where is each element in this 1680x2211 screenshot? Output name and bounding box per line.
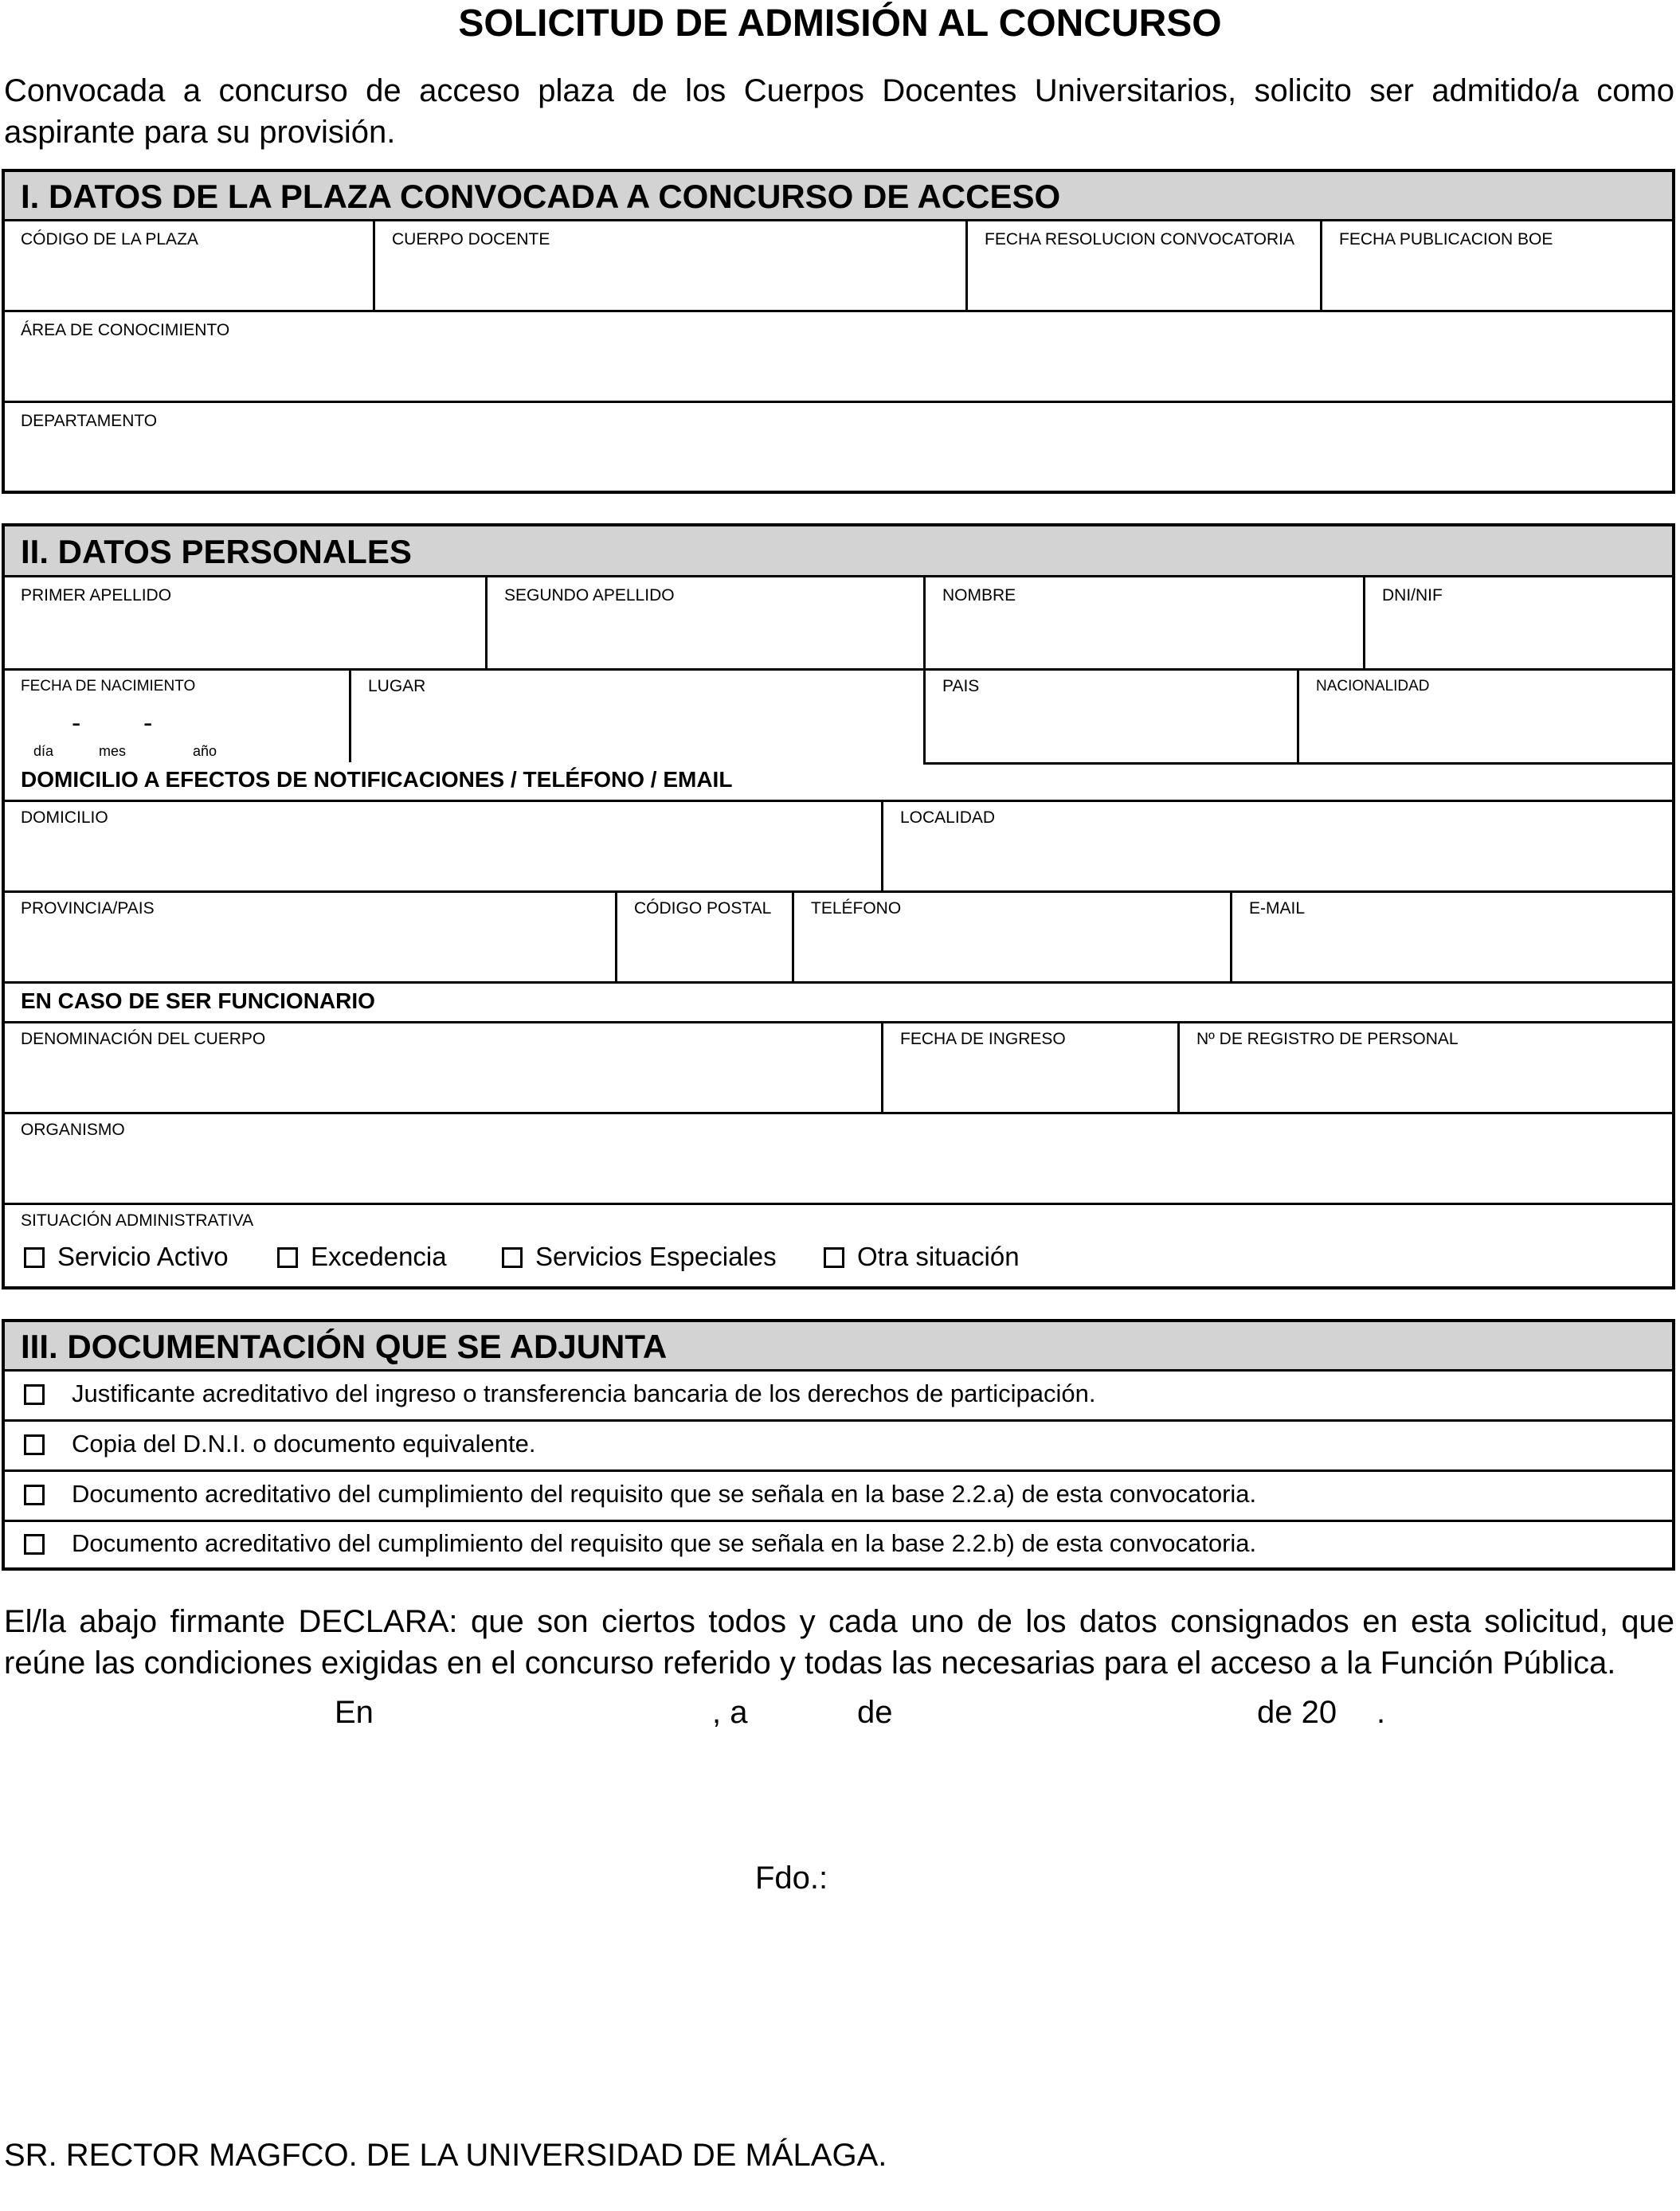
divider [373,221,375,310]
anio-label: año [193,743,217,759]
section-documentacion-heading: III. DOCUMENTACIÓN QUE SE ADJUNTA [5,1322,1672,1372]
dni-label: DNI/NIF [1382,586,1443,605]
fecha-boe-label: FECHA PUBLICACION BOE [1339,230,1553,248]
domicilio-heading: DOMICILIO A EFECTOS DE NOTIFICACIONES / TELÉFONO / EMAIL [21,767,733,792]
section-plaza [2,169,1675,494]
divider [881,1021,883,1112]
departamento-label: DEPARTAMENTO [21,412,158,430]
divider [965,221,968,310]
localidad-label: LOCALIDAD [900,808,996,827]
email-label: E-MAIL [1249,899,1306,918]
denominacion-label: DENOMINACIÓN DEL CUERPO [21,1030,266,1048]
otra-situacion-label: Otra situación [857,1242,1020,1271]
organismo-label: ORGANISMO [21,1121,125,1139]
fecha-nacimiento-label: FECHA DE NACIMIENTO [21,678,196,695]
funcionario-heading: EN CASO DE SER FUNCIONARIO [21,988,375,1013]
doc-requisito-b-checkbox[interactable] [24,1534,45,1555]
doc-dni-label: Copia del D.N.I. o documento equivalente. [72,1430,536,1458]
nacionalidad-label: NACIONALIDAD [1316,678,1430,695]
divider [5,1469,1672,1472]
divider [5,800,1672,802]
divider [881,800,883,890]
date-year-label: de 20 [1257,1695,1337,1730]
section-personal-heading: II. DATOS PERSONALES [5,526,1672,577]
divider [1230,890,1232,981]
excedencia-checkbox[interactable] [277,1247,298,1268]
segundo-apellido-label: SEGUNDO APELLIDO [504,586,675,605]
divider [1177,1021,1180,1112]
codigo-plaza-label: CÓDIGO DE LA PLAZA [21,230,198,248]
doc-justificante-label: Justificante acreditativo del ingreso o transferencia bancaria de los derechos de participación. [72,1379,1096,1407]
addressee: SR. RECTOR MAGFCO. DE LA UNIVERSIDAD DE MÁLAGA. [4,2138,887,2173]
section-documentacion [2,1319,1675,1571]
situacion-label: SITUACIÓN ADMINISTRATIVA [21,1211,254,1230]
servicios-especiales-checkbox[interactable] [502,1247,523,1268]
divider [5,1419,1672,1422]
divider [615,890,617,981]
pais-label: PAIS [942,677,980,695]
doc-requisito-a-checkbox[interactable] [24,1485,45,1505]
telefono-label: TELÉFONO [811,899,902,918]
divider [1297,668,1299,762]
place-en-label: En [335,1695,374,1730]
servicios-especiales-label: Servicios Especiales [535,1242,777,1271]
declaration-text: El/la abajo firmante DECLARA: que son ciertos todos y cada uno de los datos consignados en esta solicitud, que reúne las condiciones exigidas en el concurso referido y todas las necesarias para el acceso a la Función Pública. [4,1604,1674,1681]
dia-label: día [33,743,54,759]
fecha-resolucion-label: FECHA RESOLUCION CONVOCATORIA [985,230,1294,248]
codigo-postal-label: CÓDIGO POSTAL [634,899,772,918]
domicilio-label: DOMICILIO [21,808,108,827]
divider [923,762,1672,765]
intro-text: Convocada a concurso de acceso plaza de los Cuerpos Docentes Universitarios, solicito ser admitido/a como aspirante para su provisión. [4,73,1674,150]
doc-requisito-a-label: Documento acreditativo del cumplimiento del requisito que se señala en la base 2.2.a) de esta convocatoria. [72,1480,1257,1508]
divider [923,577,926,668]
registro-label: Nº DE REGISTRO DE PERSONAL [1196,1030,1459,1048]
doc-justificante-checkbox[interactable] [24,1384,45,1405]
divider [1363,577,1365,668]
nombre-label: NOMBRE [942,586,1016,605]
doc-requisito-b-label: Documento acreditativo del cumplimiento del requisito que se señala en la base 2.2.b) de esta convocatoria. [72,1529,1257,1557]
divider [5,1112,1672,1114]
section-datos-personales [2,523,1675,1289]
servicio-activo-checkbox[interactable] [24,1247,45,1268]
divider [5,1520,1672,1522]
mes-label: mes [99,743,127,759]
divider [5,401,1672,403]
divider [5,668,1672,671]
cuerpo-docente-label: CUERPO DOCENTE [392,230,550,248]
divider [5,890,1672,893]
place-a-label: , a [712,1695,748,1730]
divider [792,890,794,981]
section-plaza-heading: I. DATOS DE LA PLAZA CONVOCADA A CONCURSO DE ACCESO [5,172,1672,221]
doc-dni-checkbox[interactable] [24,1434,45,1455]
form-title: SOLICITUD DE ADMISIÓN AL CONCURSO [458,2,1222,45]
date-dot: . [1377,1695,1386,1730]
date-separator: - [143,708,153,738]
divider [1320,221,1322,310]
date-de-label: de [857,1695,893,1730]
divider [923,668,926,762]
area-conocimiento-label: ÁREA DE CONOCIMIENTO [21,321,230,339]
date-separator: - [72,708,81,738]
fecha-ingreso-label: FECHA DE INGRESO [900,1030,1066,1048]
primer-apellido-label: PRIMER APELLIDO [21,586,172,605]
divider [5,981,1672,984]
provincia-label: PROVINCIA/PAIS [21,899,155,918]
lugar-label: LUGAR [368,677,426,695]
servicio-activo-label: Servicio Activo [57,1242,229,1271]
otra-situacion-checkbox[interactable] [824,1247,844,1268]
divider [5,310,1672,312]
divider [5,1021,1672,1023]
signature-label: Fdo.: [755,1861,828,1896]
divider [485,577,488,668]
excedencia-label: Excedencia [311,1242,447,1271]
divider [349,668,351,762]
divider [5,1203,1672,1205]
